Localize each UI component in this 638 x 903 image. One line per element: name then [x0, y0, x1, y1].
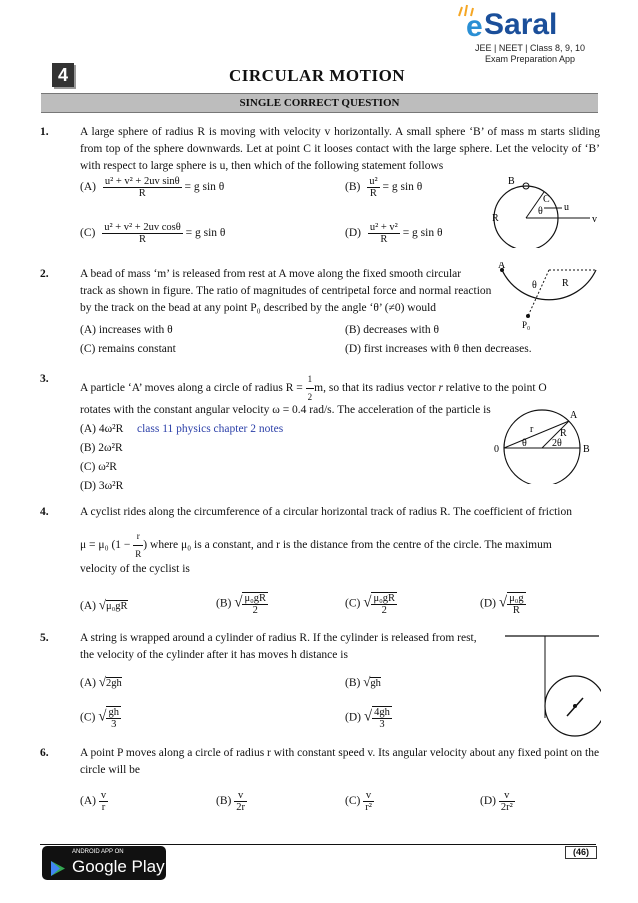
q5-number: 5. [40, 632, 49, 644]
bead-p0 [526, 314, 530, 318]
label-theta: θ [538, 206, 543, 217]
q2-option-c[interactable] [80, 343, 176, 355]
q4-mu-lhs: μ = μ₀ [80, 539, 109, 552]
label-a: A [570, 410, 578, 421]
option-label: (A) [80, 423, 96, 435]
option-text: first increases with θ then decreases. [363, 343, 532, 355]
option-text: 2ω²R [98, 442, 123, 454]
option-numerator: v [100, 790, 107, 801]
label-r-vector: r [530, 424, 534, 435]
q1-number: 1. [40, 126, 49, 138]
option-numerator: μ₀gR [373, 593, 395, 604]
q5-figure [505, 628, 601, 750]
q1-option-b[interactable] [345, 176, 422, 199]
play-store-icon [50, 860, 66, 877]
label-b: B [583, 444, 590, 455]
option-rhs: = g sin θ [185, 227, 226, 240]
option-text: increases with θ [98, 324, 173, 336]
q3-text-a: A particle ‘A’ moves along a circle of radius [80, 382, 283, 395]
option-denominator: R [512, 605, 520, 616]
q3-radius-numerator: 1 [306, 371, 315, 389]
q6-option-b[interactable] [216, 790, 247, 813]
option-denominator: 3 [111, 719, 117, 730]
option-label: (A) [80, 324, 96, 336]
option-denominator: R [369, 188, 377, 199]
option-numerator: u² [369, 176, 378, 187]
option-text: decreases with θ [363, 324, 439, 336]
q3-radius-denominator: 2 [307, 392, 313, 402]
q1-figure [480, 176, 600, 248]
option-label: (C) [80, 343, 96, 355]
option-text: 4ω²R [98, 423, 124, 435]
option-label: (B) [216, 597, 232, 610]
label-r: R [562, 278, 569, 289]
q4-option-b[interactable]: (B) √ $\frac{\text{μ₀gR}}{2}$ [216, 593, 266, 616]
option-label: (C) [80, 227, 96, 240]
q3-text-c: relative to the point O [445, 382, 547, 395]
cylinder-center [573, 704, 577, 708]
option-radicand: gh [370, 678, 381, 689]
circular-track [502, 270, 596, 300]
q3-radius-unit: m, [314, 382, 326, 395]
badge-top-text: ANDROID APP ON [72, 849, 124, 855]
q4-mu-numerator: r [133, 528, 143, 546]
q2-text-line3: by the track on the bead at any point P₀ described by the angle ‘θ’ (≠0) would [80, 302, 437, 314]
option-label: (B) [345, 677, 361, 689]
q2-option-b[interactable] [345, 324, 439, 336]
option-label: (C) [80, 461, 96, 473]
q6-number: 6. [40, 747, 49, 759]
option-label: (D) [345, 343, 361, 355]
q3-text-b: so that its radius vector [328, 382, 436, 395]
option-label: (A) [80, 795, 96, 808]
q4-option-c[interactable]: (C) √ $\frac{\text{μ₀gR}}{2}$ [345, 593, 395, 616]
badge-main-text: Google Play [72, 857, 165, 876]
label-b: B [508, 176, 515, 187]
option-denominator: R [138, 188, 146, 199]
section-title: SINGLE CORRECT QUESTION [239, 97, 400, 109]
q5-option-d[interactable]: (D) √ $\frac{4gh}{3}$ [345, 707, 390, 730]
option-label: (C) [345, 795, 361, 808]
q3-option-c[interactable] [80, 461, 117, 473]
option-text: remains constant [98, 343, 176, 355]
q1-option-d[interactable] [345, 222, 442, 245]
option-numerator: μ₀gR [244, 593, 266, 604]
option-denominator: r [101, 802, 106, 813]
q2-text-line1: A bead of mass ‘m’ is released from rest at A move along the fixed smooth circular [80, 268, 462, 280]
option-numerator: u² + v² + 2uv cosθ [104, 222, 181, 233]
q4-mu-paren-close: ) [143, 539, 148, 552]
footer-rule [40, 844, 596, 845]
q2-text-line2: track as shown in figure. The ratio of magnitudes of centripetal force and normal reaction [80, 285, 492, 297]
option-text: 3ω²R [98, 480, 124, 492]
option-label: (B) [216, 795, 232, 808]
chapter-number-badge: 4 [52, 63, 74, 87]
label-p0: P₀ [522, 320, 531, 330]
label-o: 0 [494, 444, 499, 455]
q3-figure [494, 404, 598, 484]
q5-option-b[interactable]: (B) √gh [345, 674, 381, 689]
option-denominator: 3 [379, 719, 385, 730]
option-denominator: r² [365, 802, 372, 813]
q4-mu-denominator: R [135, 549, 142, 559]
q5-text-line2: the velocity of the cylinder after it has moves h distance is [80, 649, 348, 661]
q5-text-line1: A string is wrapped around a cylinder of radius R. If the cylinder is released from rest, [80, 632, 477, 644]
option-label: (A) [80, 181, 96, 194]
label-v: v [592, 214, 597, 225]
option-numerator: gh [108, 707, 119, 718]
option-text: ω²R [98, 461, 117, 473]
label-r: R [560, 428, 567, 439]
q3-vector-r: r [438, 382, 443, 395]
q2-figure [492, 262, 602, 330]
q6-option-c[interactable] [345, 790, 374, 813]
option-numerator: v [499, 790, 515, 802]
label-c: C [543, 194, 550, 205]
option-label: (B) [345, 324, 361, 336]
option-denominator: 2r² [500, 802, 513, 813]
option-label: (B) [345, 181, 361, 194]
option-denominator: R [380, 234, 388, 245]
option-label: (D) [480, 795, 496, 808]
label-two-theta: 2θ [552, 438, 562, 449]
q3-option-d[interactable] [80, 480, 123, 492]
q4-option-a[interactable]: (A) √μ₀gR [80, 597, 128, 612]
option-radicand: μ₀gR [105, 601, 128, 612]
q1-option-c[interactable] [80, 222, 225, 245]
q4-number: 4. [40, 506, 49, 518]
label-r: R [492, 213, 499, 224]
q1-text: A large sphere of radius R is moving with velocity v horizontally. A small sphere ‘B’ of mass m starts sliding from top of the sphere downwards. Let at point C it looses contact with the large sphere. Let the velocity of ‘B’ with respect to large sphere is u, then which of the following statement follows [80, 126, 600, 172]
option-label: (A) [80, 677, 96, 689]
q4-text-line2 [80, 528, 552, 563]
tagline-app: Exam Preparation App [485, 54, 576, 64]
option-rhs: = g sin θ [402, 227, 443, 240]
option-rhs: = g sin θ [184, 181, 225, 194]
q3-option-b[interactable] [80, 442, 123, 454]
google-play-badge[interactable] [42, 846, 166, 880]
q3-option-a[interactable] [80, 423, 123, 435]
q4-mu-paren-open: (1 − [111, 539, 131, 552]
option-numerator: v [234, 790, 247, 802]
label-a: A [498, 262, 506, 271]
option-rhs: = g sin θ [382, 181, 423, 194]
q1-option-a[interactable] [80, 176, 224, 199]
q2-option-d[interactable] [345, 343, 532, 355]
option-radicand: 2gh [105, 678, 122, 689]
q6-option-a[interactable] [80, 790, 108, 813]
option-label: (C) [345, 597, 361, 610]
page-number: (46) [565, 846, 597, 859]
q3-number: 3. [40, 373, 49, 385]
option-denominator: 2r [236, 802, 245, 813]
q5-option-a[interactable]: (A) √2gh [80, 674, 122, 689]
option-numerator: 4gh [374, 707, 390, 718]
option-label: (D) [80, 480, 96, 492]
label-theta: θ [532, 280, 537, 291]
option-numerator: μ₀g [509, 593, 524, 604]
q6-text: A point P moves along a circle of radius r with constant speed v. Its angular velocity about any fixed point on the circle will be [80, 747, 600, 776]
option-denominator: 2 [381, 605, 387, 616]
radius-to-p0 [528, 270, 549, 316]
q3-radius-lhs: R = [285, 382, 303, 395]
option-label: (D) [345, 227, 361, 240]
q4-text: A cyclist rides along the circumference of a circular horizontal track of radius R. The coefficient of friction [80, 506, 572, 518]
label-u: u [564, 202, 569, 213]
option-label: (D) [480, 597, 496, 610]
logo-e: e [466, 10, 483, 43]
q5-option-c[interactable]: (C) √ $\frac{gh}{3}$ [80, 707, 119, 730]
q3-text-line2: rotates with the constant angular velocity ω = 0.4 rad/s. The acceleration of the particle is [80, 404, 491, 416]
q3-text-line1 [80, 371, 547, 406]
option-numerator: u² + v² + 2uv sinθ [104, 176, 180, 187]
option-label: (A) [80, 600, 96, 612]
tagline-classes: JEE | NEET | Class 8, 9, 10 [475, 43, 586, 53]
q4-text-end: velocity of the cyclist is [80, 563, 190, 575]
section-band [41, 93, 598, 113]
q6-option-d[interactable] [480, 790, 515, 813]
option-label: (B) [80, 442, 96, 454]
q2-number: 2. [40, 268, 49, 280]
option-numerator: v [363, 790, 374, 802]
q4-text-mid: where μ₀ is a constant, and r is the distance from the centre of the circle. The maximum [150, 539, 552, 552]
option-label: (D) [345, 711, 361, 724]
chapter-title: CIRCULAR MOTION [229, 66, 406, 85]
logo-name: Saral [484, 8, 558, 41]
option-denominator: 2 [252, 605, 258, 616]
option-label: (C) [80, 711, 96, 724]
q2-option-a[interactable] [80, 324, 173, 336]
notes-link[interactable]: class 11 physics chapter 2 notes [137, 423, 284, 435]
q4-option-d[interactable]: (D) √ $\frac{\text{μ₀g}}{R}$ [480, 593, 524, 616]
option-numerator: u² + v² [369, 222, 398, 233]
label-theta: θ [522, 438, 527, 449]
option-denominator: R [138, 234, 146, 245]
